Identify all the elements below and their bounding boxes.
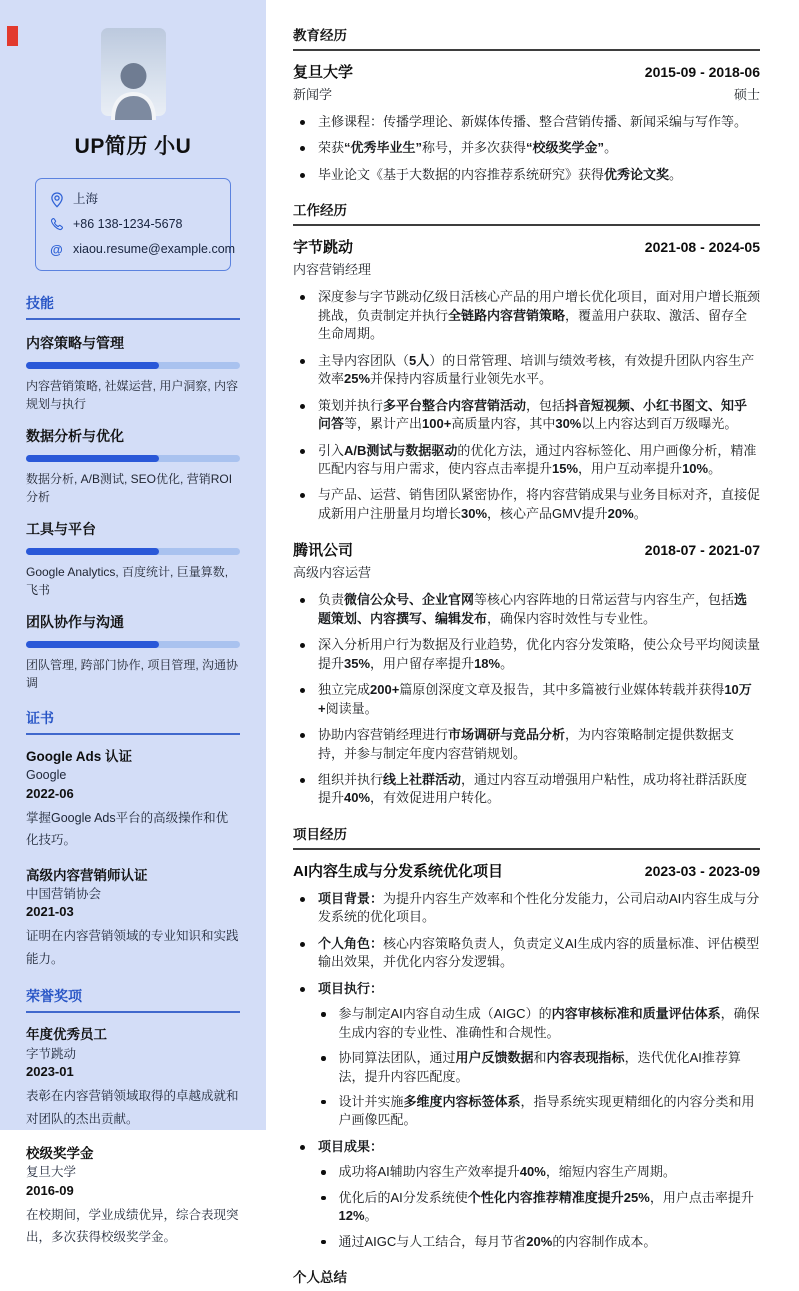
project-sub-bullet: 协同算法团队，通过用户反馈数据和内容表现指标，迭代优化AI推荐算法，提升内容匹配度。 bbox=[293, 1049, 760, 1086]
summary-heading: 个人总结 bbox=[293, 1270, 347, 1286]
phone-icon bbox=[49, 217, 64, 232]
bullet-dot-icon bbox=[321, 1240, 326, 1245]
bullet-dot-icon bbox=[300, 295, 305, 300]
education-period: 2015-09 - 2018-06 bbox=[644, 64, 760, 80]
work-bullet: 引入A/B测试与数据驱动的优化方法，通过内容标签化、用户画像分析，精准匹配内容与用户需求，使内容点击率提升15%，用户互动率提升10%。 bbox=[293, 442, 760, 479]
work-bullet: 深度参与字节跳动亿级日活核心产品的用户增长优化项目，面对用户增长瓶颈挑战，负责制定并执行全链路内容营销策略，覆盖用户获取、激活、留存全生命周期。 bbox=[293, 288, 760, 343]
bullet-dot-icon bbox=[300, 1145, 305, 1150]
project-bullet: 个人角色：核心内容策略负责人，负责定义AI生成内容的质量标准、评估模型输出效果，并优化内容分发逻辑。 bbox=[293, 935, 760, 972]
skill-item bbox=[26, 612, 240, 692]
work-bullet: 组织并执行线上社群活动，通过内容互动增强用户粘性，成功将社群活跃度提升40%，有效促进用户转化。 bbox=[293, 771, 760, 808]
education-entry bbox=[293, 61, 760, 184]
location-pin-icon bbox=[49, 192, 64, 207]
education-degree: 硕士 bbox=[733, 87, 760, 102]
certificate-issuer: Google bbox=[26, 768, 67, 783]
certificate-desc: 掌握Google Ads平台的高级操作和优化技巧。 bbox=[26, 810, 229, 848]
bullet-dot-icon bbox=[321, 1056, 326, 1061]
bullet-dot-icon bbox=[300, 120, 305, 125]
skills-heading: 技能 bbox=[26, 293, 240, 320]
work-bullet: 策划并执行多平台整合内容营销活动，包括抖音短视频、小红书图文、知乎问答等，累计产出100+高质量内容，其中30%以上内容达到百万级曝光。 bbox=[293, 397, 760, 434]
skill-bar bbox=[26, 641, 240, 648]
bullet-dot-icon bbox=[321, 1196, 326, 1201]
honor-title: 校级奖学金 bbox=[26, 1146, 94, 1162]
work-bullet: 与产品、运营、销售团队紧密协作，将内容营销成果与业务目标对齐，直接促成新用户注册量月均增长30%，核心产品GMV提升20%。 bbox=[293, 486, 760, 523]
projects-heading: 项目经历 bbox=[293, 823, 760, 850]
work-period: 2018-07 - 2021-07 bbox=[644, 542, 760, 559]
work-section bbox=[293, 199, 760, 808]
work-bullet: 主导内容团队（5人）的日常管理、培训与绩效考核，有效提升团队内容生产效率25%并保持内容质量行业领先水平。 bbox=[293, 352, 760, 389]
contact-phone-text: +86 138-1234-5678 bbox=[73, 217, 183, 231]
job-title: 高级内容运营 bbox=[293, 565, 372, 581]
person-silhouette-icon bbox=[101, 50, 166, 120]
email-at-icon: @ bbox=[50, 241, 63, 257]
bullet-dot-icon bbox=[300, 688, 305, 693]
contact-phone[interactable] bbox=[49, 217, 217, 232]
honor-item bbox=[26, 1145, 240, 1249]
education-bullet: 主修课程：传播学理论、新媒体传播、整合营销传播、新闻采编与写作等。 bbox=[293, 113, 760, 131]
work-entry bbox=[293, 236, 760, 523]
honor-desc: 在校期间，学业成绩优异，综合表现突出，多次获得校级奖学金。 bbox=[26, 1207, 239, 1245]
certificate-date: 2021-03 bbox=[26, 904, 74, 920]
certificates-heading: 证书 bbox=[26, 708, 240, 735]
school-name: 复旦大学 bbox=[293, 64, 354, 81]
certificate-title: Google Ads 认证 bbox=[26, 749, 133, 764]
certificates-section bbox=[26, 708, 240, 970]
project-sub-bullet: 参与制定AI内容自动生成（AIGC）的内容审核标准和质量评估体系，确保生成内容的专业性、准确性和合规性。 bbox=[293, 1005, 760, 1042]
project-entry bbox=[293, 860, 760, 1251]
project-bullet: 项目成果： bbox=[293, 1138, 760, 1156]
skill-name: 数据分析与优化 bbox=[26, 428, 124, 444]
bullet-dot-icon bbox=[300, 733, 305, 738]
honor-title: 年度优秀员工 bbox=[26, 1027, 107, 1043]
skill-desc: 数据分析, A/B测试, SEO优化, 营销ROI分析 bbox=[26, 472, 233, 504]
skill-name: 内容策略与管理 bbox=[26, 335, 124, 351]
profile-photo bbox=[101, 28, 166, 116]
project-name: AI内容生成与分发系统优化项目 bbox=[293, 862, 504, 880]
education-section bbox=[293, 24, 760, 184]
summary-section bbox=[293, 1266, 760, 1291]
skill-desc: 团队管理, 跨部门协作, 项目管理, 沟通协调 bbox=[26, 658, 239, 690]
work-heading: 工作经历 bbox=[293, 199, 760, 226]
project-sub-bullet: 成功将AI辅助内容生产效率提升40%，缩短内容生产周期。 bbox=[293, 1163, 760, 1181]
work-bullet: 独立完成200+篇原创深度文章及报告，其中多篇被行业媒体转载并获得10万+阅读量。 bbox=[293, 681, 760, 718]
skills-section bbox=[26, 293, 240, 692]
company-name: 腾讯公司 bbox=[293, 542, 354, 560]
honor-issuer: 字节跳动 bbox=[26, 1046, 77, 1061]
honor-item bbox=[26, 1026, 240, 1130]
work-bullet: 深入分析用户行为数据及行业趋势，优化内容分发策略，使公众号平均阅读量提升35%，用户留存率提升18%。 bbox=[293, 636, 760, 673]
project-sub-bullets bbox=[293, 1005, 760, 1130]
work-bullet: 协助内容营销经理进行市场调研与竞品分析，为内容策略制定提供数据支持，并参与制定年度内容营销规划。 bbox=[293, 726, 760, 763]
certificate-title: 高级内容营销师认证 bbox=[26, 867, 148, 883]
bullet-dot-icon bbox=[300, 598, 305, 603]
bullet-dot-icon bbox=[300, 643, 305, 648]
skill-item bbox=[26, 426, 240, 506]
skill-bar-fill bbox=[26, 641, 159, 648]
bullet-dot-icon bbox=[300, 146, 305, 151]
candidate-name: UP简历 小U bbox=[74, 135, 192, 158]
certificate-desc: 证明在内容营销领域的专业知识和实践能力。 bbox=[26, 929, 239, 966]
bullet-dot-icon bbox=[300, 897, 305, 902]
project-period: 2023-03 - 2023-09 bbox=[644, 862, 760, 879]
skill-bar bbox=[26, 455, 240, 462]
project-sub-bullet: 优化后的AI分发系统使个性化内容推荐精准度提升25%，用户点击率提升12%。 bbox=[293, 1189, 760, 1226]
bullet-dot-icon bbox=[300, 987, 305, 992]
bullet-dot-icon bbox=[300, 778, 305, 783]
skill-bar bbox=[26, 362, 240, 369]
contact-email[interactable] bbox=[49, 241, 236, 257]
work-entry bbox=[293, 539, 760, 808]
honor-date: 2023-01 bbox=[26, 1064, 74, 1080]
bullet-dot-icon bbox=[321, 1100, 326, 1105]
skill-bar-fill bbox=[26, 455, 159, 462]
projects-section bbox=[293, 823, 760, 1251]
project-bullet: 项目执行： bbox=[293, 980, 760, 998]
work-bullet: 负责微信公众号、企业官网等核心内容阵地的日常运营与内容生产，包括选题策划、内容撰写、编辑发布，确保内容时效性与专业性。 bbox=[293, 591, 760, 628]
contact-card bbox=[35, 178, 236, 271]
contact-email-text: xiaou.resume@example.com bbox=[73, 242, 236, 256]
main-column bbox=[266, 0, 799, 1286]
project-sub-bullets bbox=[293, 1163, 760, 1251]
bullet-dot-icon bbox=[300, 173, 305, 178]
company-name: 字节跳动 bbox=[293, 239, 354, 257]
contact-location-text: 上海 bbox=[73, 192, 99, 206]
skill-bar-fill bbox=[26, 548, 159, 555]
education-major: 新闻学 bbox=[293, 87, 333, 102]
work-period: 2021-08 - 2024-05 bbox=[644, 239, 760, 256]
skill-desc: 内容营销策略, 社媒运营, 用户洞察, 内容规划与执行 bbox=[26, 379, 239, 411]
bullet-dot-icon bbox=[321, 1012, 326, 1017]
education-bullet: 荣获“优秀毕业生”称号，并多次获得“校级奖学金”。 bbox=[293, 139, 760, 157]
project-sub-bullet: 设计并实施多维度内容标签体系，指导系统实现更精细化的内容分类和用户画像匹配。 bbox=[293, 1093, 760, 1130]
contact-location bbox=[49, 192, 217, 207]
skill-name: 工具与平台 bbox=[26, 521, 96, 537]
certificate-item bbox=[26, 867, 240, 971]
certificate-issuer: 中国营销协会 bbox=[26, 886, 102, 901]
job-title: 内容营销经理 bbox=[293, 262, 372, 278]
skill-name: 团队协作与沟通 bbox=[26, 614, 124, 630]
red-corner-marker bbox=[7, 26, 18, 46]
sidebar bbox=[0, 0, 266, 1245]
project-bullet: 项目背景：为提升内容生产效率和个性化分发能力，公司启动AI内容生成与分发系统的优化项目。 bbox=[293, 890, 760, 927]
bullet-dot-icon bbox=[300, 942, 305, 947]
skill-item bbox=[26, 519, 240, 599]
education-bullet: 毕业论文《基于大数据的内容推荐系统研究》获得优秀论文奖。 bbox=[293, 166, 760, 184]
bullet-dot-icon bbox=[300, 359, 305, 364]
honor-desc: 表彰在内容营销领域取得的卓越成就和对团队的杰出贡献。 bbox=[26, 1089, 239, 1126]
certificate-item bbox=[26, 748, 240, 852]
skill-bar bbox=[26, 548, 240, 555]
skill-bar-fill bbox=[26, 362, 159, 369]
certificate-date: 2022-06 bbox=[26, 785, 74, 801]
honor-date: 2016-09 bbox=[26, 1182, 74, 1198]
bullet-dot-icon bbox=[321, 1170, 326, 1175]
honor-issuer: 复旦大学 bbox=[26, 1165, 77, 1180]
honors-heading: 荣誉奖项 bbox=[26, 986, 240, 1013]
skill-desc: Google Analytics, 百度统计, 巨量算数, 飞书 bbox=[26, 565, 229, 597]
bullet-dot-icon bbox=[300, 493, 305, 498]
project-sub-bullet: 通过AIGC与人工结合，每月节省20%的内容制作成本。 bbox=[293, 1233, 760, 1251]
bullet-dot-icon bbox=[300, 449, 305, 454]
skill-item bbox=[26, 333, 240, 413]
education-heading: 教育经历 bbox=[293, 24, 760, 51]
bullet-dot-icon bbox=[300, 404, 305, 409]
honors-section bbox=[26, 986, 240, 1248]
